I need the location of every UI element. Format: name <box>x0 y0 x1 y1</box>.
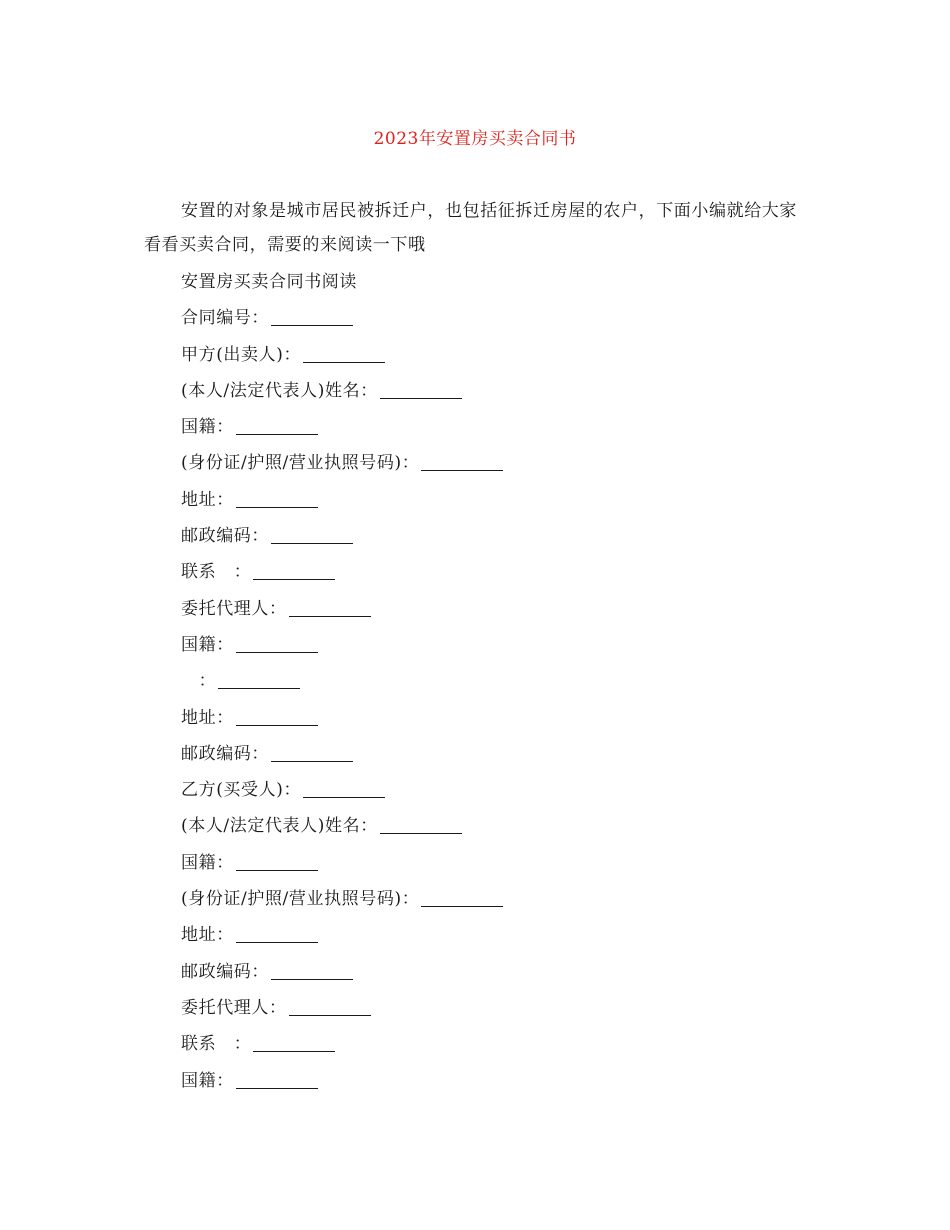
fill-in-blank <box>271 961 353 980</box>
contract-field <box>181 881 821 917</box>
contract-field-list <box>181 264 821 1099</box>
field-label: 国籍： <box>181 634 234 655</box>
fill-in-blank <box>271 307 353 326</box>
contract-field <box>181 845 821 881</box>
contract-field <box>181 1063 821 1099</box>
field-label: (本人/法定代表人)姓名： <box>181 380 378 401</box>
field-label: 地址： <box>181 925 234 946</box>
fill-in-blank <box>236 489 318 508</box>
fill-in-blank <box>380 815 462 834</box>
contract-field <box>181 627 821 663</box>
fill-in-blank <box>289 997 371 1016</box>
field-label: 邮政编码： <box>181 743 269 764</box>
contract-field <box>181 663 821 699</box>
fill-in-blank <box>218 670 300 689</box>
fill-in-blank <box>271 743 353 762</box>
fill-in-blank <box>271 525 353 544</box>
field-label: 联系 ： <box>181 1034 252 1055</box>
field-label: 地址： <box>181 489 234 510</box>
field-label: 邮政编码： <box>181 526 269 547</box>
field-label: 甲方(出卖人)： <box>181 344 302 365</box>
fill-in-blank <box>236 416 318 435</box>
contract-field <box>181 554 821 590</box>
contract-field <box>181 445 821 481</box>
document-title: 2023年安置房买卖合同书 <box>373 129 577 149</box>
field-label: (本人/法定代表人)姓名： <box>181 816 378 837</box>
field-label: 地址： <box>181 707 234 728</box>
contract-field <box>181 917 821 953</box>
fill-in-blank <box>421 452 503 471</box>
section-heading <box>181 264 821 300</box>
fill-in-blank <box>380 380 462 399</box>
field-label: 乙方(买受人)： <box>181 780 302 801</box>
contract-field <box>181 300 821 336</box>
field-label: 合同编号： <box>181 308 269 329</box>
contract-field <box>181 409 821 445</box>
fill-in-blank <box>253 561 335 580</box>
contract-field <box>181 700 821 736</box>
contract-field <box>181 808 821 844</box>
contract-field <box>181 990 821 1026</box>
field-label: 联系 ： <box>181 562 252 583</box>
contract-field <box>181 954 821 990</box>
fill-in-blank <box>236 707 318 726</box>
field-label: 国籍： <box>181 852 234 873</box>
field-label: ： <box>181 671 217 692</box>
contract-field <box>181 337 821 373</box>
field-label: 国籍： <box>181 417 234 438</box>
field-label: 委托代理人： <box>181 997 287 1018</box>
fill-in-blank <box>236 924 318 943</box>
contract-field <box>181 1026 821 1062</box>
contract-field <box>181 482 821 518</box>
fill-in-blank <box>289 598 371 617</box>
contract-field <box>181 772 821 808</box>
fill-in-blank <box>253 1033 335 1052</box>
field-label: 委托代理人： <box>181 598 287 619</box>
intro-paragraph: 安置的对象是城市居民被拆迁户，也包括征拆迁房屋的农户，下面小编就给大家看看买卖合同，需要的来阅读一下哦 <box>144 201 797 255</box>
field-label: 邮政编码： <box>181 961 269 982</box>
fill-in-blank <box>236 634 318 653</box>
field-label: (身份证/护照/营业执照号码)： <box>181 453 420 474</box>
field-label: 国籍： <box>181 1070 234 1091</box>
contract-field <box>181 591 821 627</box>
fill-in-blank <box>236 852 318 871</box>
fill-in-blank <box>236 1070 318 1089</box>
contract-field <box>181 736 821 772</box>
fill-in-blank <box>303 779 385 798</box>
field-label: (身份证/护照/营业执照号码)： <box>181 889 420 910</box>
contract-field <box>181 518 821 554</box>
fill-in-blank <box>303 344 385 363</box>
fill-in-blank <box>421 888 503 907</box>
field-label: 安置房买卖合同书阅读 <box>181 272 357 292</box>
contract-field <box>181 373 821 409</box>
